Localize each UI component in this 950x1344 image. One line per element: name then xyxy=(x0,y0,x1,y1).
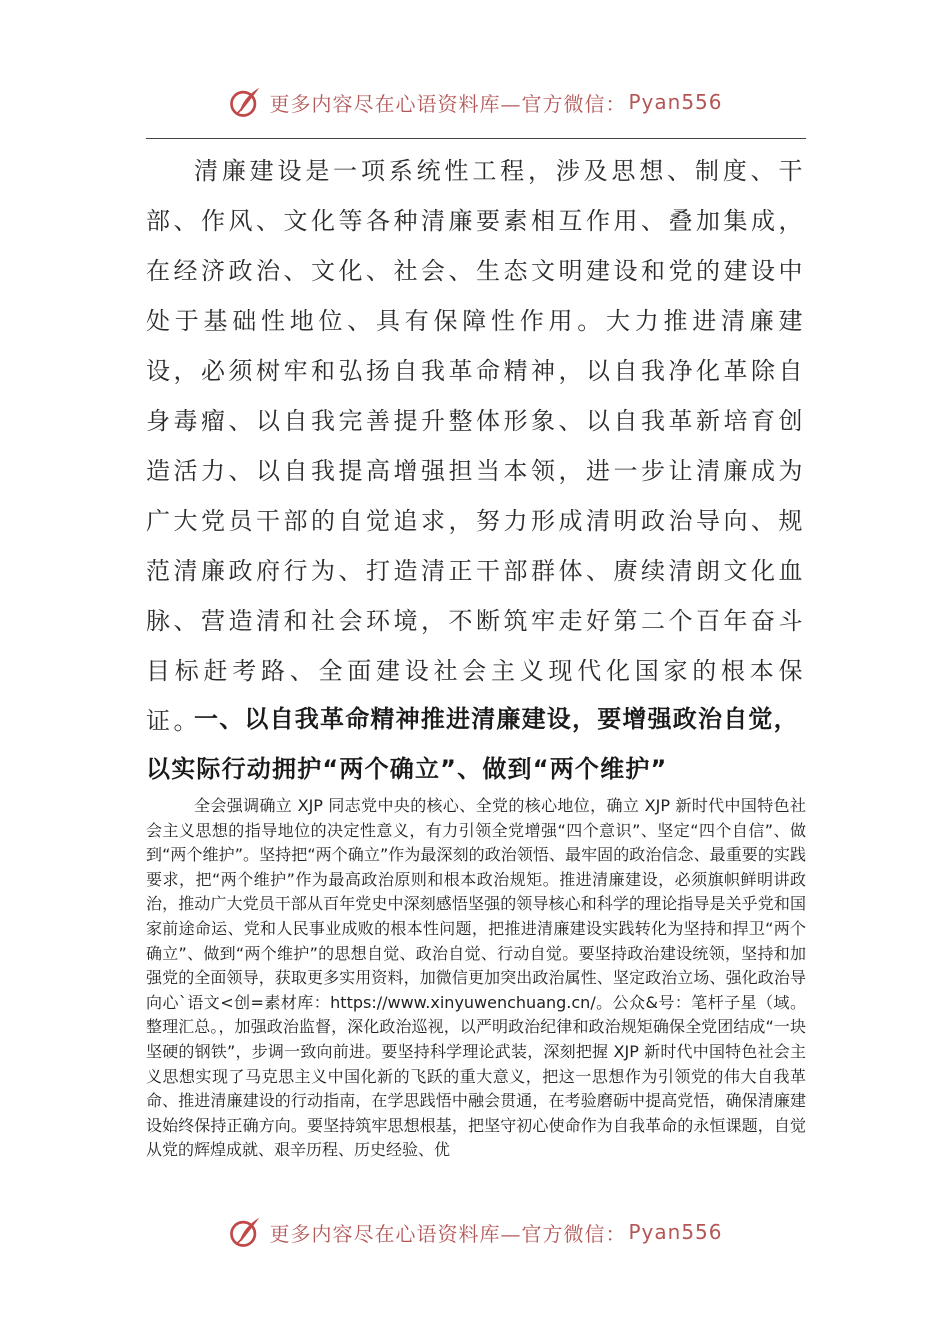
quill-logo-icon xyxy=(227,84,263,120)
header-divider xyxy=(146,138,806,139)
intro-paragraph: 清廉建设是一项系统性工程，涉及思想、制度、干部、作风、文化等各种清廉要素相互作用、叠加集成，在经济政治、文化、社会、生态文明建设和党的建设中处于基础性地位、具有保障性作用。大力推进清廉建设，必须树牢和弘扬自我革命精神，以自我净化革除自身毒瘤、以自我完善提升整体形象、以自我革新培育创造活力、以自我提高增强担当本领，进一步让清廉成为广大党员干部的自觉追求，努力形成清明政治导向、规范清廉政府行为、打造清正干部群体、赓续清朗文化血脉、营造清和社会环境，不断筑牢走好第二个百年奋斗目标赶考路、全面建设社会主义现代化国家的根本保证。 xyxy=(146,157,806,735)
banner-text: 更多内容尽在心语资料库—官方微信： xyxy=(269,1221,627,1246)
section-paragraph: 全会强调确立 XJP 同志党中央的核心、全党的核心地位，确立 XJP 新时代中国特色社会主义思想的指导地位的决定性意义，有力引领全党增强“四个意识”、坚定“四个自信”、做到“两个维护”。坚持把“两个确立”作为最深刻的政治领悟、最牢固的政治信念、最重要的实践要求，把“两个维护”作为最高政治原则和根本政治规矩。推进清廉建设，必须旗帜鲜明讲政治，推动广大党员干部从百年党史中深刻感悟坚强的领导核心和科学的理论指导是关乎党和国家前途命运、党和人民事业成败的根本性问题，把推进清廉建设实践转化为坚持和捍卫“两个确立”、做到“两个维护”的思想自觉、政治自觉、行动自觉。要坚持政治建设统领，坚持和加强党的全面领导，获取更多实用资料，加微信更加突出政治属性、坚定政治立场、强化政治导向心`语文<创=素材库：https://www.xinyuwenchuang.cn/。公众&号：笔杆子星（域。整理汇总。，加强政治监督，深化政治巡视，以严明政治纪律和政治规矩确保全党团结成“一块坚硬的钢铁”，步调一致向前进。要坚持科学理论武装，深刻把握 XJP 新时代中国特色社会主义思想实现了马克思主义中国化新的飞跃的重大意义，把这一思想作为引领党的伟大自我革命、推进清廉建设的行动指南，在学思践悟中融会贯通，在考验磨砺中提高党悟，确保清廉建设始终保持正确方向。要坚持筑牢思想根基，把坚守初心使命作为自我革命的永恒课题，自觉从党的辉煌成就、艰辛历程、历史经验、优 xyxy=(146,796,806,1160)
quill-logo-icon xyxy=(227,1214,263,1250)
footer-banner xyxy=(0,1210,950,1254)
banner-wechat-id: Pyan556 xyxy=(628,90,723,114)
banner-text: 更多内容尽在心语资料库—官方微信： xyxy=(269,91,627,116)
section-heading: 一、以自我革命精神推进清廉建设，要增强政治自觉，以实际行动拥护“两个确立”、做到“两个维护” xyxy=(146,705,799,783)
header-banner xyxy=(0,80,950,124)
banner-wechat-id: Pyan556 xyxy=(628,1220,723,1244)
